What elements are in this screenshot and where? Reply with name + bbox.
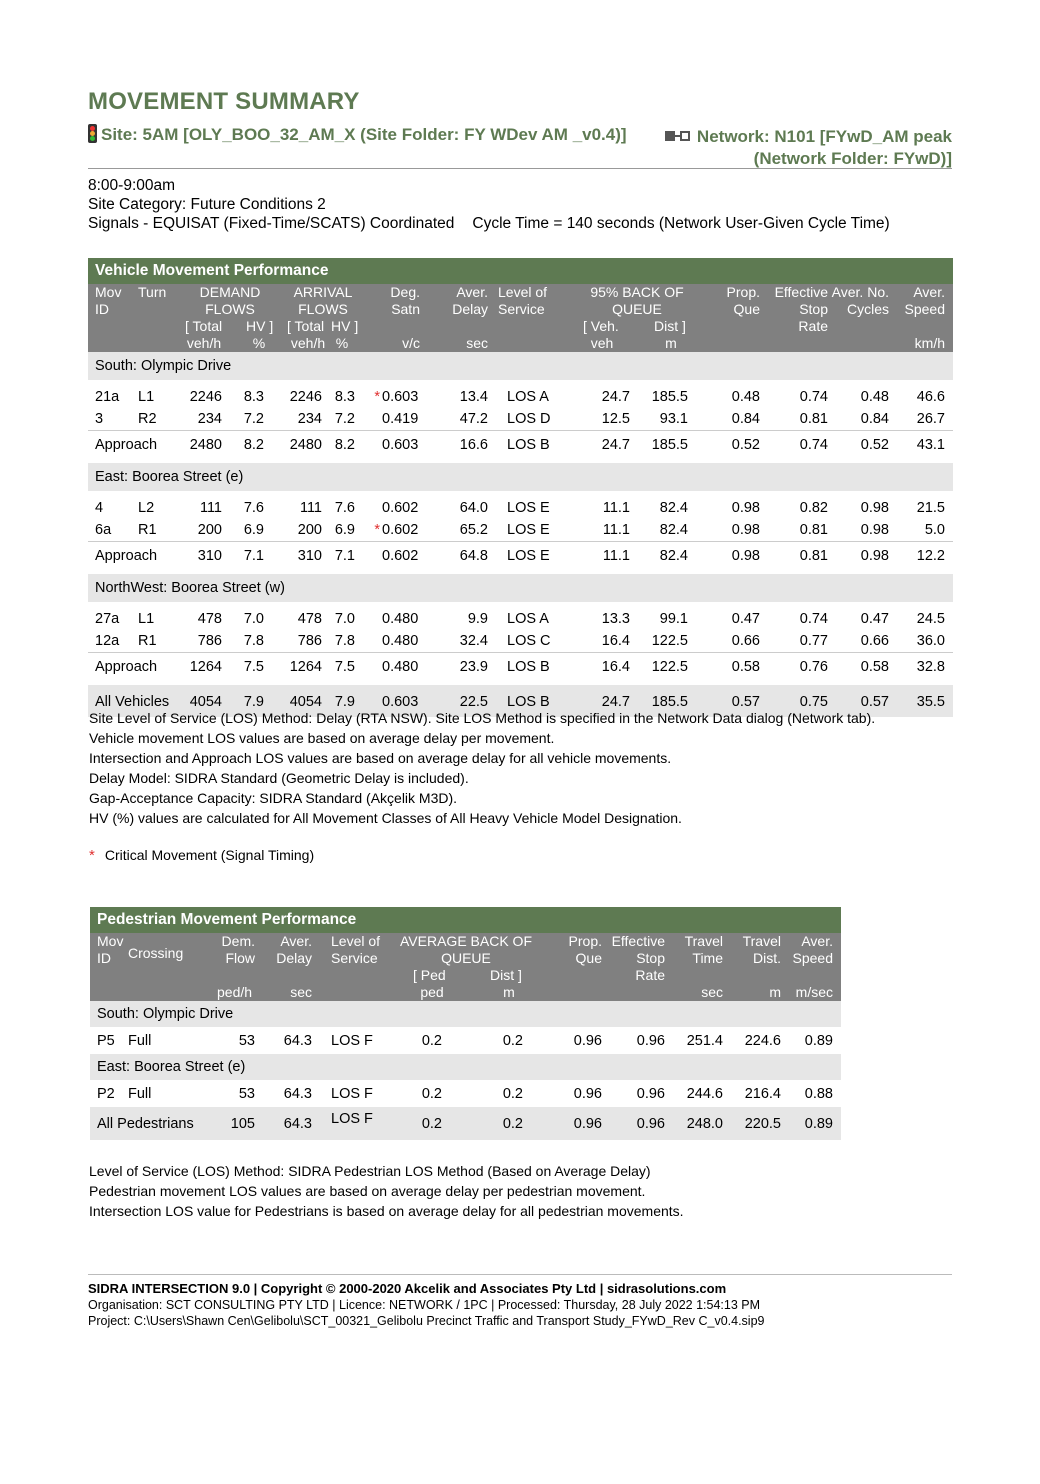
cell-los: LOS F <box>331 1086 373 1102</box>
site-label <box>88 124 648 146</box>
pedestrian-movement-table <box>90 907 841 1140</box>
cell-turn: L2 <box>138 500 155 516</box>
cell-id: 6a <box>95 522 112 538</box>
note-line: Level of Service (LOS) Method: SIDRA Pedestrian LOS Method (Based on Average Delay) <box>89 1163 651 1179</box>
cell-spd: 32.8 <box>916 659 945 675</box>
cell-los: LOS B <box>507 694 550 710</box>
cell-id: 12a <box>95 633 120 649</box>
cell-deg: 0.602 <box>382 522 419 538</box>
cell-turn: L1 <box>138 389 155 405</box>
cell-qdist: 82.4 <box>659 548 688 564</box>
cell-dt: 2246 <box>189 389 222 405</box>
cell-at: 1264 <box>289 659 322 675</box>
cell-los: LOS B <box>507 659 550 675</box>
cell-prop: 0.66 <box>731 633 760 649</box>
cell-at: 2480 <box>289 437 322 453</box>
note-line: Site Level of Service (LOS) Method: Delay (RTA NSW). Site LOS Method is specified in the Network Data dialog (Network tab). <box>89 710 876 726</box>
cell-dt: 4054 <box>189 694 222 710</box>
header-divider <box>88 168 952 169</box>
cell-qdist: 185.5 <box>651 389 688 405</box>
cell-cyc: 0.57 <box>860 694 889 710</box>
network-icon <box>665 130 691 142</box>
cell-at: 4054 <box>289 694 322 710</box>
cell-qveh: 24.7 <box>601 694 630 710</box>
cell-deg: 0.602 <box>382 500 419 516</box>
cell-qveh: 11.1 <box>602 548 630 564</box>
cell-delay: 22.5 <box>459 694 488 710</box>
table-row <box>88 408 953 430</box>
cell-dhv: 7.5 <box>243 659 264 675</box>
cell-delay: 64.0 <box>459 500 488 516</box>
approach-row <box>88 652 953 679</box>
cell-id: 3 <box>95 411 104 427</box>
footer-organisation: Organisation: SCT CONSULTING PTY LTD | Licence: NETWORK / 1PC | Processed: Thursday, 28 July 2022 1:54:13 PM <box>88 1298 761 1312</box>
cell-dhv: 7.1 <box>243 548 264 564</box>
cell-delay: 64.3 <box>283 1033 312 1049</box>
cell-td: 216.4 <box>744 1086 781 1102</box>
cell-crossing: Full <box>128 1033 152 1049</box>
cell-los: LOS D <box>507 411 551 427</box>
cell-at: 2246 <box>289 389 322 405</box>
network-label <box>652 126 952 170</box>
section-header: East: Boorea Street (e) <box>90 1054 841 1080</box>
cell-id: All Pedestrians <box>97 1116 194 1132</box>
pedestrian-table-title: Pedestrian Movement Performance <box>90 907 841 933</box>
cell-qdist: 122.5 <box>651 633 688 649</box>
cell-cyc: 0.98 <box>860 522 889 538</box>
cell-eff: 0.75 <box>799 694 828 710</box>
cell-delay: 47.2 <box>459 411 488 427</box>
cell-ahv: 7.9 <box>334 694 355 710</box>
cell-ahv: 7.0 <box>334 611 355 627</box>
cell-los: LOS F <box>331 1111 373 1127</box>
cell-spd: 36.0 <box>916 633 945 649</box>
cell-dhv: 7.0 <box>243 611 264 627</box>
cell-prop: 0.52 <box>731 437 760 453</box>
cell-dhv: 7.8 <box>243 633 264 649</box>
cell-flow: 105 <box>230 1116 255 1132</box>
cell-eff: 0.81 <box>799 522 828 538</box>
footer <box>88 1281 764 1329</box>
cell-prop: 0.96 <box>573 1116 602 1132</box>
cell-qveh: 13.3 <box>601 611 630 627</box>
all-pedestrians-row <box>90 1107 841 1140</box>
cell-cyc: 0.58 <box>860 659 889 675</box>
cell-delay: 65.2 <box>459 522 488 538</box>
cell-prop: 0.47 <box>731 611 760 627</box>
cell-qveh: 12.5 <box>601 411 630 427</box>
cell-dt: 234 <box>197 411 222 427</box>
cell-dhv: 8.3 <box>243 389 264 405</box>
footer-copyright: SIDRA INTERSECTION 9.0 | Copyright © 2000-2020 Akcelik and Associates Pty Ltd | sidrasolutions.com <box>88 1281 727 1296</box>
cell-cyc: 0.98 <box>860 500 889 516</box>
cell-ahv: 7.1 <box>334 548 355 564</box>
cell-qveh: 16.4 <box>601 659 630 675</box>
cell-id: Approach <box>95 659 158 675</box>
cell-delay: 23.9 <box>459 659 488 675</box>
cell-delay: 13.4 <box>459 389 488 405</box>
site-category: Site Category: Future Conditions 2 <box>88 196 326 213</box>
cell-cyc: 0.48 <box>860 389 889 405</box>
cell-qveh: 11.1 <box>602 522 630 538</box>
approach-row <box>88 430 953 457</box>
cell-ahv: 7.6 <box>334 500 355 516</box>
cell-prop: 0.98 <box>731 548 760 564</box>
cell-ahv: 8.2 <box>334 437 355 453</box>
cell-los: LOS A <box>507 611 549 627</box>
cell-id: P2 <box>97 1086 115 1102</box>
cell-qdist: 99.1 <box>659 611 688 627</box>
table-row <box>88 386 953 408</box>
site-info <box>88 176 890 233</box>
critical-star-icon: * <box>89 847 95 864</box>
cell-id: P5 <box>97 1033 115 1049</box>
cell-dhv: 7.2 <box>243 411 264 427</box>
cell-deg: 0.480 <box>382 611 419 627</box>
cell-spd: 21.5 <box>916 500 945 516</box>
cell-qdist: 82.4 <box>659 500 688 516</box>
cell-eff: 0.81 <box>799 548 828 564</box>
cell-prop: 0.48 <box>731 389 760 405</box>
cell-qdist: 185.5 <box>651 694 688 710</box>
pedestrian-notes <box>89 1161 684 1221</box>
cell-cyc: 0.66 <box>860 633 889 649</box>
cell-prop: 0.96 <box>573 1086 602 1102</box>
cell-dt: 200 <box>197 522 222 538</box>
cell-crit: * <box>374 389 380 405</box>
cell-eff: 0.74 <box>799 389 828 405</box>
cell-at: 234 <box>297 411 322 427</box>
cell-eff: 0.74 <box>799 611 828 627</box>
cell-eff: 0.74 <box>799 437 828 453</box>
cell-dt: 786 <box>197 633 222 649</box>
cell-qdist: 0.2 <box>502 1033 523 1049</box>
pedestrian-table-body <box>90 1001 841 1140</box>
note-line: Intersection LOS value for Pedestrians is based on average delay for all pedestrian movements. <box>89 1203 684 1219</box>
cell-dt: 2480 <box>189 437 222 453</box>
cell-spd: 5.0 <box>924 522 945 538</box>
cell-ahv: 8.3 <box>334 389 355 405</box>
note-line: Pedestrian movement LOS values are based on average delay per pedestrian movement. <box>89 1183 646 1199</box>
cell-spd: 46.6 <box>916 389 945 405</box>
cell-dhv: 6.9 <box>243 522 264 538</box>
cell-spd: 26.7 <box>916 411 945 427</box>
table-row <box>90 1027 841 1054</box>
cell-flow: 53 <box>238 1086 255 1102</box>
section-header: NorthWest: Boorea Street (w) <box>88 574 953 602</box>
cell-qveh: 11.1 <box>602 500 630 516</box>
cell-cyc: 0.52 <box>860 437 889 453</box>
cell-td: 224.6 <box>744 1033 781 1049</box>
cell-qdist: 122.5 <box>651 659 688 675</box>
pedestrian-table-header: Mov ID Crossing Dem. Flow Aver. Delay Level of Service AVERAGE BACK OF QUEUE [ Ped Dist ] Prop. Que Effective Stop Rate Travel Time Travel Dist. Aver. Speed ped/h sec ped m sec m m/sec <box>90 933 841 1001</box>
cell-id: 21a <box>95 389 120 405</box>
section-header: East: Boorea Street (e) <box>88 463 953 491</box>
cell-spd: 0.89 <box>804 1116 833 1132</box>
cell-prop: 0.98 <box>731 522 760 538</box>
cell-ahv: 7.2 <box>334 411 355 427</box>
cell-dhv: 7.6 <box>243 500 264 516</box>
cell-id: Approach <box>95 548 158 564</box>
cell-spd: 0.89 <box>804 1033 833 1049</box>
cell-flow: 53 <box>238 1033 255 1049</box>
cell-prop: 0.58 <box>731 659 760 675</box>
cell-at: 310 <box>297 548 322 564</box>
cell-eff: 0.96 <box>636 1116 665 1132</box>
cell-eff: 0.76 <box>799 659 828 675</box>
cell-dt: 1264 <box>189 659 222 675</box>
cell-dhv: 8.2 <box>243 437 264 453</box>
cell-spd: 12.2 <box>916 548 945 564</box>
cell-dt: 478 <box>197 611 222 627</box>
cycle-time: Cycle Time = 140 seconds (Network User-Given Cycle Time) <box>472 215 890 232</box>
table-row <box>88 497 953 519</box>
cell-ahv: 7.5 <box>334 659 355 675</box>
cell-ahv: 6.9 <box>334 522 355 538</box>
cell-dt: 111 <box>199 500 222 516</box>
cell-tt: 251.4 <box>686 1033 723 1049</box>
cell-deg: 0.603 <box>382 389 419 405</box>
cell-id: Approach <box>95 437 158 453</box>
cell-qveh: 24.7 <box>601 389 630 405</box>
cell-tt: 248.0 <box>686 1116 723 1132</box>
cell-eff: 0.81 <box>799 411 828 427</box>
cell-qdist: 0.2 <box>502 1086 523 1102</box>
vehicle-notes <box>89 708 875 828</box>
note-line: Delay Model: SIDRA Standard (Geometric Delay is included). <box>89 770 469 786</box>
cell-qped: 0.2 <box>421 1033 442 1049</box>
cell-eff: 0.96 <box>636 1086 665 1102</box>
cell-delay: 64.8 <box>459 548 488 564</box>
footer-divider <box>88 1274 952 1275</box>
cell-prop: 0.57 <box>731 694 760 710</box>
cell-qveh: 24.7 <box>601 437 630 453</box>
cell-id: All Vehicles <box>95 694 170 710</box>
cell-delay: 9.9 <box>467 611 488 627</box>
cell-cyc: 0.84 <box>860 411 889 427</box>
table-row <box>90 1080 841 1107</box>
cell-id: 4 <box>95 500 104 516</box>
cell-deg: 0.480 <box>382 633 419 649</box>
cell-eff: 0.96 <box>636 1033 665 1049</box>
vehicle-table-title: Vehicle Movement Performance <box>88 258 953 284</box>
cell-spd: 24.5 <box>916 611 945 627</box>
cell-los: LOS A <box>507 389 549 405</box>
critical-label: Critical Movement (Signal Timing) <box>104 847 315 863</box>
cell-prop: 0.98 <box>731 500 760 516</box>
vehicle-table-body <box>88 352 953 717</box>
table-row <box>88 630 953 652</box>
cell-deg: 0.480 <box>382 659 419 675</box>
cell-turn: R1 <box>138 633 157 649</box>
cell-spd: 43.1 <box>916 437 945 453</box>
cell-qveh: 16.4 <box>601 633 630 649</box>
cell-delay: 64.3 <box>283 1086 312 1102</box>
cell-tt: 244.6 <box>686 1086 723 1102</box>
cell-crossing: Full <box>128 1086 152 1102</box>
cell-delay: 16.6 <box>459 437 488 453</box>
cell-qdist: 185.5 <box>651 437 688 453</box>
cell-los: LOS C <box>507 633 551 649</box>
table-row <box>88 608 953 630</box>
cell-at: 200 <box>297 522 322 538</box>
cell-delay: 32.4 <box>459 633 488 649</box>
cell-los: LOS E <box>507 500 550 516</box>
critical-movement-legend <box>89 847 314 864</box>
cell-los: LOS F <box>331 1033 373 1049</box>
cell-qped: 0.2 <box>421 1116 442 1132</box>
note-line: Intersection and Approach LOS values are based on average delay for all vehicle movements. <box>89 750 672 766</box>
cell-deg: 0.602 <box>382 548 419 564</box>
cell-eff: 0.82 <box>799 500 828 516</box>
cell-qdist: 0.2 <box>502 1116 523 1132</box>
cell-deg: 0.603 <box>382 437 419 453</box>
cell-qdist: 93.1 <box>659 411 688 427</box>
vehicle-table-header: Mov ID Turn DEMAND FLOWS [ Total HV ] ARRIVAL FLOWS [ Total HV ] Deg. Satn Aver. Delay Level of Service 95% BACK OF QUEUE [ Veh. Dist ] Prop. Que Effective Stop Rate Aver. No. Cycles Aver. Speed veh/h % veh/h % v/c sec veh m km/h <box>88 284 953 352</box>
cell-cyc: 0.98 <box>860 548 889 564</box>
cell-turn: L1 <box>138 611 155 627</box>
cell-turn: R1 <box>138 522 157 538</box>
note-line: HV (%) values are calculated for All Movement Classes of All Heavy Vehicle Model Designation. <box>89 810 682 826</box>
signals-info: Signals - EQUISAT (Fixed-Time/SCATS) Coordinated Cycle Time = 140 seconds (Network User-Given Cycle Time) <box>88 215 890 232</box>
network-text: Network: N101 [FYwD_AM peak (Network Folder: FYwD)] <box>696 127 952 168</box>
cell-id: 27a <box>95 611 120 627</box>
site-text: Site: 5AM [OLY_BOO_32_AM_X (Site Folder: FY WDev AM _v0.4)] <box>101 125 627 144</box>
cell-cyc: 0.47 <box>860 611 889 627</box>
cell-turn: R2 <box>138 411 157 427</box>
cell-spd: 0.88 <box>804 1086 833 1102</box>
page-title: MOVEMENT SUMMARY <box>88 88 360 115</box>
cell-crit: * <box>374 522 380 538</box>
cell-at: 786 <box>297 633 322 649</box>
cell-dt: 310 <box>197 548 222 564</box>
section-header: South: Olympic Drive <box>88 352 953 380</box>
cell-prop: 0.96 <box>573 1033 602 1049</box>
note-line: Gap-Acceptance Capacity: SIDRA Standard (Akçelik M3D). <box>89 790 458 806</box>
cell-eff: 0.77 <box>799 633 828 649</box>
time-period: 8:00-9:00am <box>88 177 176 194</box>
cell-dhv: 7.9 <box>243 694 264 710</box>
note-line: Vehicle movement LOS values are based on average delay per movement. <box>89 730 555 746</box>
cell-qped: 0.2 <box>421 1086 442 1102</box>
cell-los: LOS E <box>507 522 550 538</box>
cell-qdist: 82.4 <box>659 522 688 538</box>
cell-los: LOS E <box>507 548 550 564</box>
cell-deg: 0.419 <box>382 411 419 427</box>
approach-row <box>88 541 953 568</box>
cell-at: 478 <box>297 611 322 627</box>
traffic-signal-icon <box>88 124 97 143</box>
cell-spd: 35.5 <box>916 694 945 710</box>
cell-prop: 0.84 <box>731 411 760 427</box>
cell-td: 220.5 <box>744 1116 781 1132</box>
cell-ahv: 7.8 <box>334 633 355 649</box>
cell-delay: 64.3 <box>283 1116 312 1132</box>
cell-deg: 0.603 <box>382 694 419 710</box>
cell-los: LOS B <box>507 437 550 453</box>
section-header: South: Olympic Drive <box>90 1001 841 1027</box>
cell-at: 111 <box>299 500 322 516</box>
vehicle-movement-table <box>88 258 953 717</box>
footer-project: Project: C:\Users\Shawn Cen\Gelibolu\SCT_00321_Gelibolu Precinct Traffic and Transport Study_FYwD_Rev C_v0.4.sip9 <box>88 1314 765 1328</box>
table-row <box>88 519 953 541</box>
